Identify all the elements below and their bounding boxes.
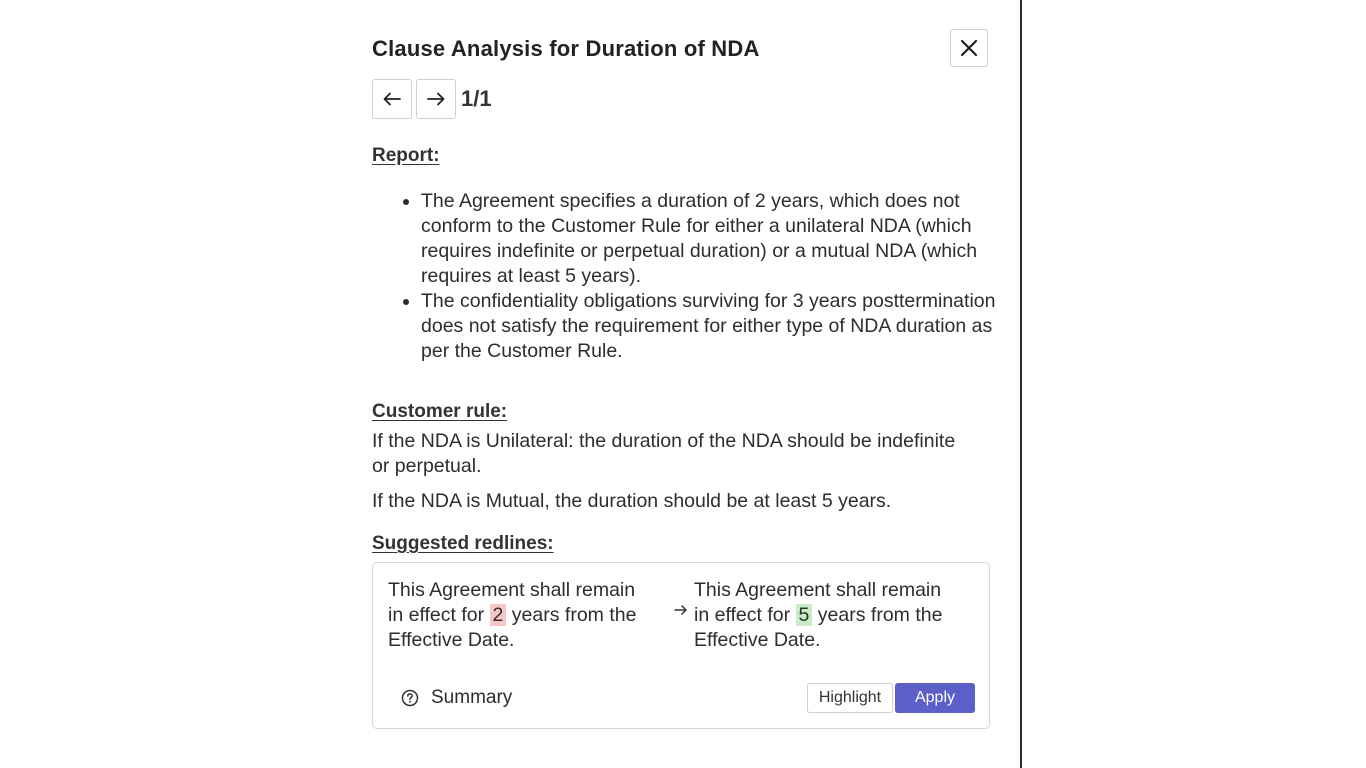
report-list [394,189,1021,364]
arrow-right-icon [674,603,688,617]
suggested-redlines-heading: Suggested redlines: [372,533,554,554]
report-item: • The confidentiality obligations surviving for 3 years posttermination does not satisfy the requirement for either type of NDA duration as per the Customer Rule. [421,289,1021,364]
close-icon [960,39,978,57]
inserted-value: 5 [796,604,813,626]
next-button[interactable] [416,79,456,119]
help-circle-icon [401,689,419,707]
clause-analysis-dialog [372,0,996,768]
redline-card [372,562,990,729]
original-text-after: years from the Effective Date. [388,604,637,651]
original-clause-text [388,578,648,653]
report-item: • The Agreement specifies a duration of 2 years, which does not conform to the Customer Rule for either a unilateral NDA (which requires indefinite or perpetual duration) or a mutual NDA (which requires at least 5 years). [421,189,1021,289]
arrow-left-icon [383,92,401,106]
summary-toggle[interactable] [401,687,512,709]
apply-button[interactable]: Apply [895,683,975,713]
suggested-clause-text [694,578,954,653]
customer-rule-mutual: If the NDA is Mutual, the duration should be at least 5 years. [372,490,892,512]
customer-rule-heading: Customer rule: [372,401,508,422]
customer-rule-unilateral: If the NDA is Unilateral: the duration of the NDA should be indefinite or perpetual. [372,430,956,477]
suggested-text-before: This Agreement shall remain in effect for [694,579,942,626]
dialog-title: Clause Analysis for Duration of NDA [372,36,760,61]
report-heading: Report: [372,145,440,166]
arrow-right-icon [427,92,445,106]
highlight-button[interactable]: Highlight [807,683,893,713]
previous-button[interactable] [372,79,412,119]
suggested-text-after: years from the Effective Date. [694,604,943,651]
panel-divider [1020,0,1022,768]
pager-indicator: 1/1 [461,86,492,111]
deleted-value: 2 [490,604,507,626]
original-text-before: This Agreement shall remain in effect for [388,579,636,626]
close-button[interactable] [950,29,988,67]
summary-label: Summary [431,687,513,708]
